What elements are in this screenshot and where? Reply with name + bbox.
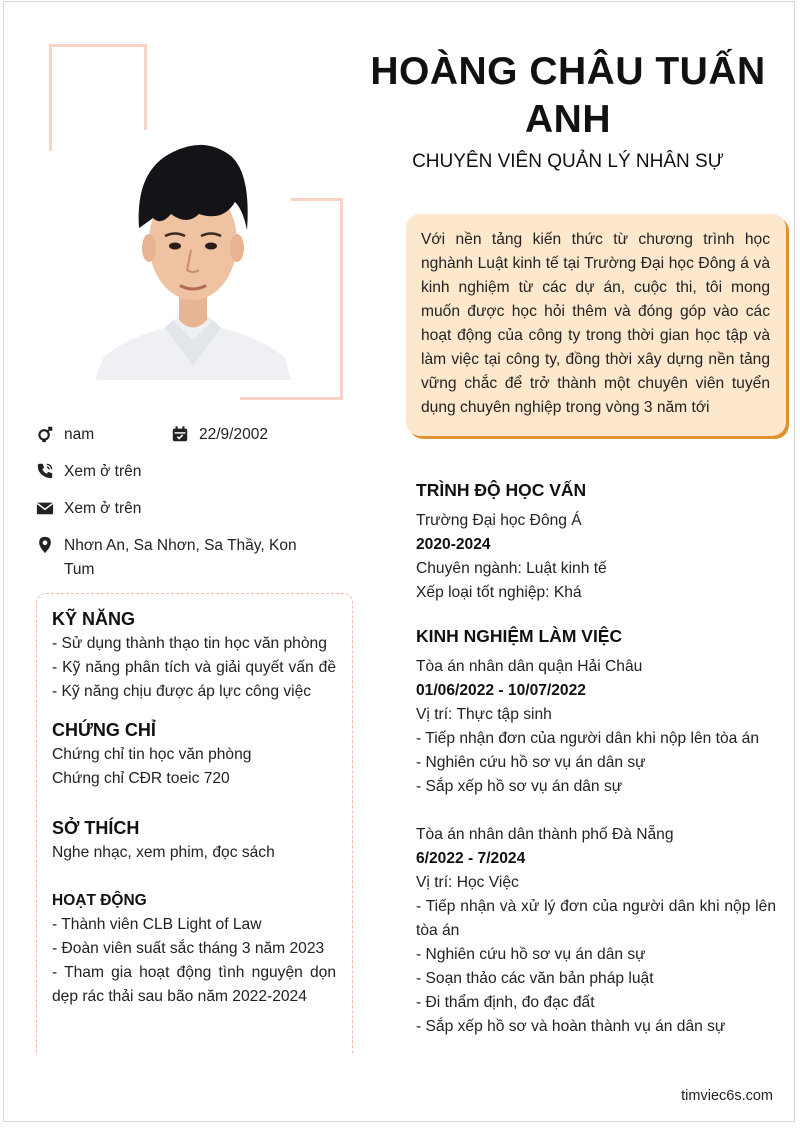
profile-photo xyxy=(95,130,291,380)
activities-title: HOẠT ĐỘNG xyxy=(52,892,147,909)
birthday-row xyxy=(171,423,268,447)
gender-icon xyxy=(36,425,54,443)
skills-item: - Sử dụng thành thạo tin học văn phòng xyxy=(52,635,327,652)
job-task: - Tiếp nhận và xử lý đơn của người dân khi nộp lên tòa án xyxy=(416,898,776,939)
gender-row xyxy=(36,423,94,447)
education-school: Trường Đại học Đông Á xyxy=(416,512,582,529)
activity-item: - Đoàn viên suất sắc tháng 3 năm 2023 xyxy=(52,940,325,957)
job-position: Vị trí: Thực tập sinh xyxy=(416,706,552,723)
footer-website[interactable]: timviec6s.com xyxy=(681,1088,773,1104)
job-task: - Soạn thảo các văn bản pháp luật xyxy=(416,970,654,987)
hobbies-title: SỞ THÍCH xyxy=(52,818,140,838)
activity-item: - Thành viên CLB Light of Law xyxy=(52,916,262,933)
job-title: CHUYÊN VIÊN QUẢN LÝ NHÂN SỰ xyxy=(412,151,724,172)
skills-item: - Kỹ năng phân tích và giải quyết vấn đề - Kỹ năng chịu được áp lực công việc xyxy=(52,659,336,700)
phone-row xyxy=(36,460,141,484)
gender-value: nam xyxy=(64,426,95,443)
candidate-name: HOÀNG CHÂU TUẤN ANH xyxy=(370,50,766,141)
mail-icon xyxy=(36,499,54,517)
job-task: - Tiếp nhận đơn của người dân khi nộp lên tòa án xyxy=(416,730,760,747)
certificate-item: Chứng chỉ CĐR toeic 720 xyxy=(52,770,230,787)
calendar-icon xyxy=(171,425,189,443)
location-pin-icon xyxy=(36,536,54,554)
certificate-item: Chứng chỉ tin học văn phòng xyxy=(52,746,252,763)
job-task: - Nghiên cứu hồ sơ vụ án dân sự xyxy=(416,754,646,771)
birthday-value: 22/9/2002 xyxy=(199,426,268,443)
education-period: 2020-2024 xyxy=(416,536,491,553)
education-major: Chuyên ngành: Luật kinh tế xyxy=(416,560,607,577)
education-grade: Xếp loại tốt nghiệp: Khá xyxy=(416,584,582,601)
skills-title: KỸ NĂNG xyxy=(52,609,136,629)
education-title: TRÌNH ĐỘ HỌC VẤN xyxy=(416,480,587,500)
activity-item: - Tham gia hoạt động tình nguyện dọn dẹp rác thải sau bão năm 2022-2024 xyxy=(52,964,336,1005)
job-company: Tòa án nhân dân thành phố Đà Nẵng xyxy=(416,826,674,843)
job-task: - Sắp xếp hồ sơ vụ án dân sự xyxy=(416,778,623,795)
job-period: 6/2022 - 7/2024 xyxy=(416,850,526,867)
career-objective: Với nền tảng kiến thức từ chương trình học nghành Luật kinh tế tại Trường Đại học Đông á và kinh nghiệm từ các dự án, cuộc thi, tôi mong muốn được học hỏi thêm và đóng góp vào các hoạt động của công ty trong thời gian học tập và làm việc tại công ty, đồng thời xây dựng nền tảng vững chắc để trở thành một chuyên viên tuyển dụng chuyên nghiệp trong vòng 3 năm tới xyxy=(406,214,786,436)
job-task: - Sắp xếp hồ sơ và hoàn thành vụ án dân sự xyxy=(416,1018,726,1035)
address-value: Nhơn An, Sa Nhơn, Sa Thầy, Kon Tum xyxy=(64,537,297,578)
email-row xyxy=(36,497,141,521)
job-period: 01/06/2022 - 10/07/2022 xyxy=(416,682,586,699)
hobbies-text: Nghe nhạc, xem phim, đọc sách xyxy=(52,844,275,861)
job-position: Vị trí: Học Việc xyxy=(416,874,519,891)
job-task: - Đi thẩm định, đo đạc đất xyxy=(416,994,595,1011)
email-value: Xem ở trên xyxy=(64,500,142,517)
phone-icon xyxy=(36,462,54,480)
address-row xyxy=(36,534,298,582)
experience-title: KINH NGHIỆM LÀM VIỆC xyxy=(416,626,623,646)
certificates-title: CHỨNG CHỈ xyxy=(52,720,156,740)
job-task: - Nghiên cứu hồ sơ vụ án dân sự xyxy=(416,946,646,963)
job-company: Tòa án nhân dân quận Hải Châu xyxy=(416,658,643,675)
phone-value: Xem ở trên xyxy=(64,463,142,480)
